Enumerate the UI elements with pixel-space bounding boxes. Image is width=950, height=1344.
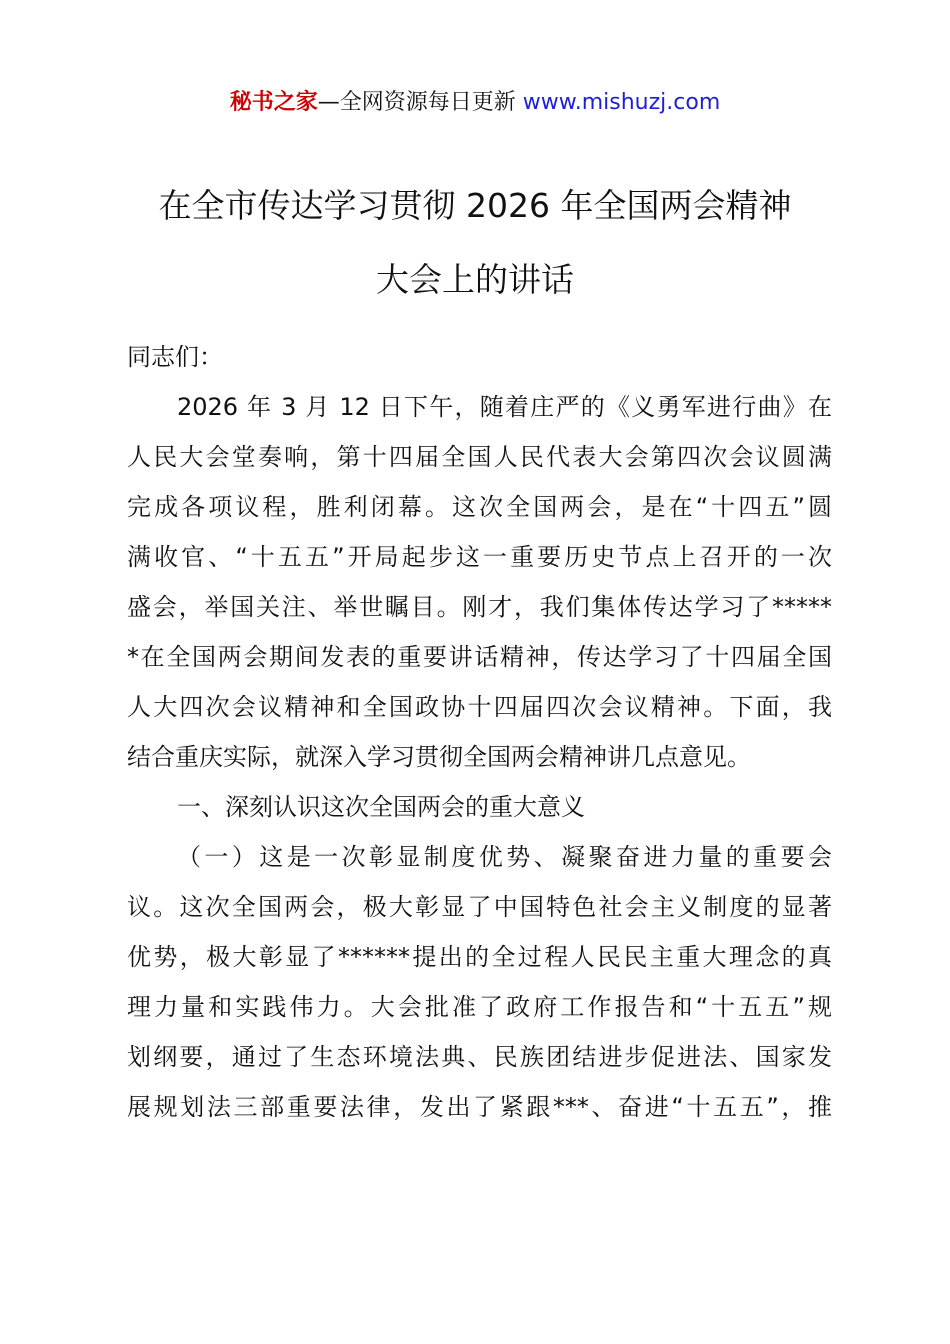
- header-tagline: —全网资源每日更新: [317, 90, 516, 115]
- body-line: 人民大会堂奏响，第十四届全国人民代表大会第四次会议圆满: [127, 443, 832, 471]
- speech-body: [127, 332, 832, 1132]
- body-line: *在全国两会期间发表的重要讲话精神，传达学习了十四届全国: [127, 643, 832, 671]
- body-line: 2026 年 3 月 12 日下午，随着庄严的《义勇军进行曲》在: [177, 393, 832, 421]
- body-line: 理力量和实践伟力。大会批准了政府工作报告和“十五五”规: [127, 993, 832, 1021]
- site-url-link[interactable]: www.mishuzj.com: [522, 90, 721, 115]
- brand-name: 秘书之家: [229, 90, 318, 115]
- body-line: 人大四次会议精神和全国政协十四届四次会议精神。下面，我: [127, 693, 832, 721]
- body-line: 议。这次全国两会，极大彰显了中国特色社会主义制度的显著: [127, 893, 832, 921]
- body-line: 盛会，举国关注、举世瞩目。刚才，我们集体传达学习了*****: [127, 593, 832, 621]
- document-title-line-1: 在全市传达学习贯彻 2026 年全国两会精神: [158, 186, 792, 225]
- body-line: 优势，极大彰显了******提出的全过程人民民主重大理念的真: [127, 943, 832, 971]
- salutation: 同志们：: [127, 343, 223, 371]
- body-line: 完成各项议程，胜利闭幕。这次全国两会，是在“十四五”圆: [127, 493, 832, 521]
- subsection-heading: （一）这是一次彰显制度优势、凝聚奋进力量的重要会: [177, 843, 832, 871]
- body-line: 结合重庆实际，就深入学习贯彻全国两会精神讲几点意见。: [127, 743, 751, 771]
- body-line: 满收官、“十五五”开局起步这一重要历史节点上召开的一次: [127, 543, 832, 571]
- document-title-line-2: 大会上的讲话: [376, 260, 574, 299]
- section-heading: 一、深刻认识这次全国两会的重大意义: [177, 793, 585, 821]
- site-header: [0, 86, 950, 120]
- body-line: 展规划法三部重要法律，发出了紧跟***、奋进“十五五”，推: [127, 1093, 832, 1121]
- body-line: 划纲要，通过了生态环境法典、民族团结进步促进法、国家发: [127, 1043, 832, 1071]
